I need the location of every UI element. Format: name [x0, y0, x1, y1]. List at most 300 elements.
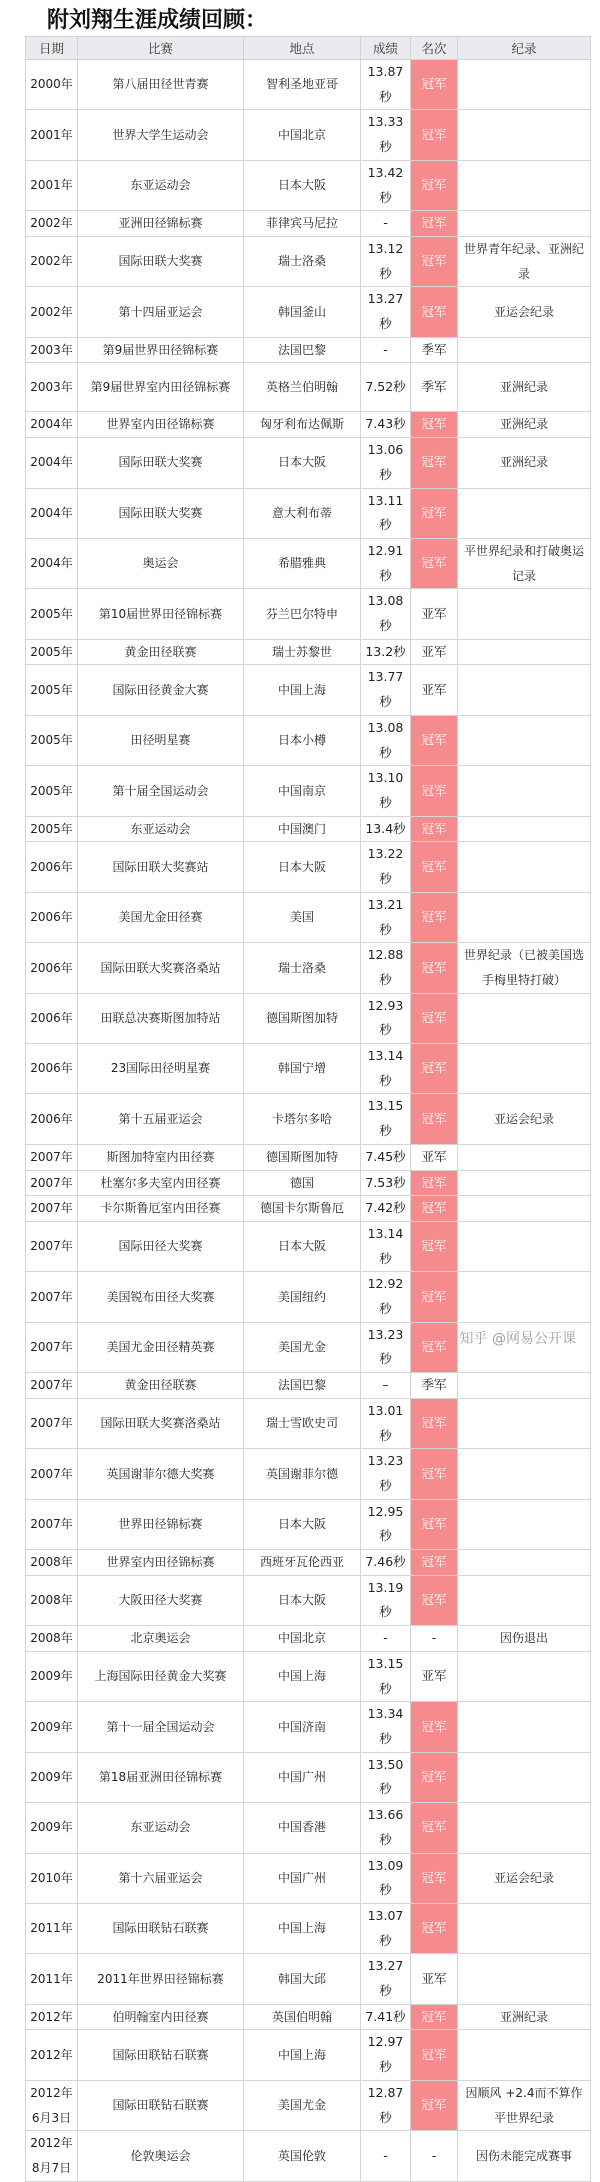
table-row: [26, 1272, 591, 1322]
header-row: [26, 37, 591, 60]
table-row: [26, 1853, 591, 1903]
event-cell: 国际田联大奖赛: [78, 488, 244, 538]
rank-cell: 亚军: [411, 1144, 458, 1170]
rank-cell: 冠军: [411, 993, 458, 1043]
record-cell: [458, 842, 591, 892]
table-row: [26, 1170, 591, 1196]
result-cell: 13.01秒: [361, 1398, 411, 1448]
record-cell: 亚运会纪录: [458, 287, 591, 337]
header-record: 纪录: [458, 37, 591, 60]
rank-cell: 亚军: [411, 639, 458, 665]
date-cell: 2008年: [26, 1575, 78, 1625]
record-cell: 亚洲纪录: [458, 412, 591, 438]
table-row: [26, 1044, 591, 1094]
date-cell: 2011年: [26, 1903, 78, 1953]
rank-cell: 冠军: [411, 1170, 458, 1196]
record-cell: [458, 1651, 591, 1701]
record-cell: [458, 1373, 591, 1399]
date-cell: 2007年: [26, 1449, 78, 1499]
record-cell: 因伤退出: [458, 1626, 591, 1652]
date-cell: 2012年8月7日: [26, 2131, 78, 2181]
date-cell: 2002年: [26, 287, 78, 337]
place-cell: 瑞士苏黎世: [244, 639, 361, 665]
place-cell: 卡塔尔多哈: [244, 1094, 361, 1144]
rank-cell: 冠军: [411, 1398, 458, 1448]
rank-cell: 冠军: [411, 1221, 458, 1271]
date-cell: 2009年: [26, 1752, 78, 1802]
date-cell: 2007年: [26, 1398, 78, 1448]
record-cell: 亚洲纪录: [458, 2004, 591, 2030]
rank-cell: 冠军: [411, 412, 458, 438]
event-cell: 第十一届全国运动会: [78, 1702, 244, 1752]
result-cell: 13.77秒: [361, 665, 411, 715]
record-cell: [458, 1903, 591, 1953]
place-cell: 法国巴黎: [244, 1373, 361, 1399]
result-cell: 13.66秒: [361, 1803, 411, 1853]
date-cell: 2002年: [26, 236, 78, 286]
rank-cell: 冠军: [411, 1903, 458, 1953]
place-cell: 西班牙瓦伦西亚: [244, 1550, 361, 1576]
rank-cell: 冠军: [411, 488, 458, 538]
date-cell: 2003年: [26, 337, 78, 363]
record-cell: [458, 1221, 591, 1271]
event-cell: 世界室内田径锦标赛: [78, 1550, 244, 1576]
event-cell: 国际田联钻石联赛: [78, 2030, 244, 2080]
rank-cell: 冠军: [411, 715, 458, 765]
record-cell: [458, 1752, 591, 1802]
place-cell: 智利圣地亚哥: [244, 60, 361, 110]
result-cell: 13.22秒: [361, 842, 411, 892]
result-cell: 7.42秒: [361, 1196, 411, 1222]
record-cell: [458, 816, 591, 842]
event-cell: 英国谢菲尔德大奖赛: [78, 1449, 244, 1499]
place-cell: 菲律宾马尼拉: [244, 211, 361, 237]
place-cell: 芬兰巴尔特申: [244, 589, 361, 639]
place-cell: 日本大阪: [244, 1499, 361, 1549]
record-cell: [458, 2030, 591, 2080]
date-cell: 2011年: [26, 1954, 78, 2004]
record-cell: [458, 1170, 591, 1196]
result-cell: 13.34秒: [361, 1702, 411, 1752]
place-cell: 瑞士雪欧史司: [244, 1398, 361, 1448]
event-cell: 第9届世界室内田径锦标赛: [78, 363, 244, 412]
place-cell: 美国尤金: [244, 2080, 361, 2130]
date-cell: 2008年: [26, 1626, 78, 1652]
place-cell: 中国上海: [244, 1651, 361, 1701]
table-row: [26, 488, 591, 538]
record-cell: [458, 1954, 591, 2004]
rank-cell: 冠军: [411, 538, 458, 588]
result-cell: 13.14秒: [361, 1221, 411, 1271]
table-row: [26, 60, 591, 110]
result-cell: 7.52秒: [361, 363, 411, 412]
table-row: [26, 1651, 591, 1701]
rank-cell: 冠军: [411, 1752, 458, 1802]
rank-cell: 亚军: [411, 665, 458, 715]
table-row: [26, 538, 591, 588]
rank-cell: 冠军: [411, 943, 458, 993]
place-cell: 美国: [244, 892, 361, 942]
date-cell: 2004年: [26, 488, 78, 538]
event-cell: 美国尤金田径赛: [78, 892, 244, 942]
career-results-table: [25, 36, 591, 2182]
rank-cell: 亚军: [411, 1954, 458, 2004]
place-cell: 美国尤金: [244, 1322, 361, 1372]
event-cell: 东亚运动会: [78, 160, 244, 210]
place-cell: 日本大阪: [244, 160, 361, 210]
date-cell: 2006年: [26, 842, 78, 892]
rank-cell: 冠军: [411, 766, 458, 816]
table-row: [26, 589, 591, 639]
date-cell: 2004年: [26, 538, 78, 588]
date-cell: 2005年: [26, 639, 78, 665]
event-cell: 伯明翰室内田径赛: [78, 2004, 244, 2030]
record-cell: 亚洲纪录: [458, 438, 591, 488]
rank-cell: 亚军: [411, 1651, 458, 1701]
rank-cell: 冠军: [411, 1853, 458, 1903]
place-cell: 日本大阪: [244, 1575, 361, 1625]
result-cell: 13.50秒: [361, 1752, 411, 1802]
rank-cell: 冠军: [411, 1094, 458, 1144]
date-cell: 2003年: [26, 363, 78, 412]
record-cell: [458, 715, 591, 765]
date-cell: 2009年: [26, 1803, 78, 1853]
place-cell: 匈牙利布达佩斯: [244, 412, 361, 438]
record-cell: [458, 589, 591, 639]
table-row: [26, 1954, 591, 2004]
place-cell: 韩国大邱: [244, 1954, 361, 2004]
result-cell: 12.87秒: [361, 2080, 411, 2130]
result-cell: 7.53秒: [361, 1170, 411, 1196]
record-cell: [458, 639, 591, 665]
record-cell: [458, 1449, 591, 1499]
table-row: [26, 715, 591, 765]
table-row: [26, 1144, 591, 1170]
rank-cell: 冠军: [411, 1044, 458, 1094]
event-cell: 国际田径黄金大赛: [78, 665, 244, 715]
record-cell: [458, 1196, 591, 1222]
record-cell: [458, 1803, 591, 1853]
date-cell: 2007年: [26, 1170, 78, 1196]
rank-cell: 冠军: [411, 211, 458, 237]
rank-cell: 冠军: [411, 2030, 458, 2080]
header-date: 日期: [26, 37, 78, 60]
table-row: [26, 1752, 591, 1802]
date-cell: 2006年: [26, 892, 78, 942]
result-cell: 7.43秒: [361, 412, 411, 438]
result-cell: -: [361, 337, 411, 363]
result-cell: 13.08秒: [361, 589, 411, 639]
event-cell: 第八届田径世青赛: [78, 60, 244, 110]
record-cell: [458, 211, 591, 237]
event-cell: 国际田联大奖赛洛桑站: [78, 943, 244, 993]
place-cell: 中国济南: [244, 1702, 361, 1752]
place-cell: 英国伦敦: [244, 2131, 361, 2181]
table-row: [26, 1499, 591, 1549]
table-row: [26, 1221, 591, 1271]
event-cell: 国际田联大奖赛洛桑站: [78, 1398, 244, 1448]
date-cell: 2012年: [26, 2030, 78, 2080]
rank-cell: 冠军: [411, 1499, 458, 1549]
table-row: [26, 1903, 591, 1953]
date-cell: 2001年: [26, 110, 78, 160]
place-cell: 德国斯图加特: [244, 1144, 361, 1170]
event-cell: 国际田联大奖赛: [78, 236, 244, 286]
rank-cell: 冠军: [411, 438, 458, 488]
event-cell: 第十四届亚运会: [78, 287, 244, 337]
table-row: [26, 438, 591, 488]
place-cell: 韩国釜山: [244, 287, 361, 337]
rank-cell: 冠军: [411, 842, 458, 892]
date-cell: 2007年: [26, 1221, 78, 1271]
result-cell: 13.11秒: [361, 488, 411, 538]
rank-cell: 冠军: [411, 1550, 458, 1576]
rank-cell: 冠军: [411, 160, 458, 210]
event-cell: 黄金田径联赛: [78, 1373, 244, 1399]
place-cell: 中国上海: [244, 2030, 361, 2080]
result-cell: 13.42秒: [361, 160, 411, 210]
place-cell: 德国斯图加特: [244, 993, 361, 1043]
rank-cell: 冠军: [411, 236, 458, 286]
record-cell: 世界青年纪录、亚洲纪录: [458, 236, 591, 286]
record-cell: 因伤未能完成赛事: [458, 2131, 591, 2181]
rank-cell: 冠军: [411, 60, 458, 110]
result-cell: 12.93秒: [361, 993, 411, 1043]
result-cell: 13.4秒: [361, 816, 411, 842]
date-cell: 2008年: [26, 1550, 78, 1576]
place-cell: 中国香港: [244, 1803, 361, 1853]
rank-cell: 冠军: [411, 816, 458, 842]
date-cell: 2005年: [26, 589, 78, 639]
event-cell: 东亚运动会: [78, 1803, 244, 1853]
event-cell: 第9届世界田径锦标赛: [78, 337, 244, 363]
record-cell: [458, 1575, 591, 1625]
result-cell: 12.88秒: [361, 943, 411, 993]
place-cell: 希腊雅典: [244, 538, 361, 588]
place-cell: 瑞士洛桑: [244, 236, 361, 286]
event-cell: 大阪田径大奖赛: [78, 1575, 244, 1625]
rank-cell: 冠军: [411, 1803, 458, 1853]
place-cell: 德国卡尔斯鲁厄: [244, 1196, 361, 1222]
result-cell: 13.06秒: [361, 438, 411, 488]
record-cell: [458, 60, 591, 110]
event-cell: 美国尤金田径精英赛: [78, 1322, 244, 1372]
event-cell: 杜塞尔多夫室内田径赛: [78, 1170, 244, 1196]
table-row: [26, 363, 591, 412]
record-cell: [458, 160, 591, 210]
event-cell: 黄金田径联赛: [78, 639, 244, 665]
table-row: [26, 1373, 591, 1399]
event-cell: 第18届亚洲田径锦标赛: [78, 1752, 244, 1802]
result-cell: 13.2秒: [361, 639, 411, 665]
table-row: [26, 892, 591, 942]
result-cell: 13.09秒: [361, 1853, 411, 1903]
result-cell: 13.12秒: [361, 236, 411, 286]
event-cell: 世界田径锦标赛: [78, 1499, 244, 1549]
date-cell: 2005年: [26, 715, 78, 765]
record-cell: [458, 766, 591, 816]
date-cell: 2002年: [26, 211, 78, 237]
record-cell: [458, 993, 591, 1043]
place-cell: 日本大阪: [244, 438, 361, 488]
table-row: [26, 816, 591, 842]
record-cell: [458, 110, 591, 160]
date-cell: 2007年: [26, 1499, 78, 1549]
event-cell: 伦敦奥运会: [78, 2131, 244, 2181]
event-cell: 第十五届亚运会: [78, 1094, 244, 1144]
table-row: [26, 337, 591, 363]
place-cell: 韩国宁增: [244, 1044, 361, 1094]
place-cell: 法国巴黎: [244, 337, 361, 363]
record-cell: [458, 488, 591, 538]
table-row: [26, 2131, 591, 2181]
table-row: [26, 943, 591, 993]
date-cell: 2001年: [26, 160, 78, 210]
record-cell: [458, 1702, 591, 1752]
table-row: [26, 2030, 591, 2080]
date-cell: 2006年: [26, 943, 78, 993]
place-cell: 中国广州: [244, 1853, 361, 1903]
record-cell: [458, 1272, 591, 1322]
result-cell: 13.15秒: [361, 1651, 411, 1701]
date-cell: 2004年: [26, 412, 78, 438]
date-cell: 2007年: [26, 1322, 78, 1372]
result-cell: 12.97秒: [361, 2030, 411, 2080]
result-cell: 13.10秒: [361, 766, 411, 816]
event-cell: 美国锐布田径大奖赛: [78, 1272, 244, 1322]
result-cell: 13.14秒: [361, 1044, 411, 1094]
date-cell: 2004年: [26, 438, 78, 488]
record-cell: [458, 1144, 591, 1170]
date-cell: 2010年: [26, 1853, 78, 1903]
date-cell: 2000年: [26, 60, 78, 110]
event-cell: 田联总决赛斯图加特站: [78, 993, 244, 1043]
record-cell: [458, 1499, 591, 1549]
rank-cell: 季军: [411, 337, 458, 363]
rank-cell: 亚军: [411, 589, 458, 639]
event-cell: 卡尔斯鲁厄室内田径赛: [78, 1196, 244, 1222]
event-cell: 奥运会: [78, 538, 244, 588]
date-cell: 2006年: [26, 1094, 78, 1144]
record-cell: [458, 1550, 591, 1576]
event-cell: 世界室内田径锦标赛: [78, 412, 244, 438]
table-row: [26, 1702, 591, 1752]
event-cell: 第10届世界田径锦标赛: [78, 589, 244, 639]
date-cell: 2007年: [26, 1196, 78, 1222]
record-cell: 世界纪录（已被美国选手梅里特打破）: [458, 943, 591, 993]
result-cell: 12.92秒: [361, 1272, 411, 1322]
result-cell: 13.27秒: [361, 287, 411, 337]
record-cell: [458, 892, 591, 942]
place-cell: 英格兰伯明翰: [244, 363, 361, 412]
date-cell: 2007年: [26, 1272, 78, 1322]
record-cell: [458, 1398, 591, 1448]
header-place: 地点: [244, 37, 361, 60]
header-event: 比赛: [78, 37, 244, 60]
result-cell: 12.91秒: [361, 538, 411, 588]
place-cell: 中国澳门: [244, 816, 361, 842]
result-cell: -: [361, 2131, 411, 2181]
rank-cell: 冠军: [411, 287, 458, 337]
record-cell: [458, 1044, 591, 1094]
event-cell: 国际田联钻石联赛: [78, 1903, 244, 1953]
table-row: [26, 1803, 591, 1853]
place-cell: 日本小樽: [244, 715, 361, 765]
place-cell: 中国上海: [244, 1903, 361, 1953]
header-rank: 名次: [411, 37, 458, 60]
date-cell: 2006年: [26, 1044, 78, 1094]
rank-cell: 冠军: [411, 1702, 458, 1752]
table-row: [26, 639, 591, 665]
result-cell: -: [361, 211, 411, 237]
record-cell: 亚运会纪录: [458, 1094, 591, 1144]
table-row: [26, 665, 591, 715]
date-cell: 2005年: [26, 816, 78, 842]
place-cell: 日本大阪: [244, 842, 361, 892]
table-row: [26, 1398, 591, 1448]
rank-cell: 冠军: [411, 1196, 458, 1222]
event-cell: 国际田联钻石联赛: [78, 2080, 244, 2130]
watermark: 知乎 @网易公开课: [459, 1331, 576, 1347]
rank-cell: 冠军: [411, 1272, 458, 1322]
date-cell: 2006年: [26, 993, 78, 1043]
event-cell: 斯图加特室内田径赛: [78, 1144, 244, 1170]
table-row: [26, 993, 591, 1043]
rank-cell: 冠军: [411, 1449, 458, 1499]
header-result: 成绩: [361, 37, 411, 60]
table-row: [26, 1449, 591, 1499]
record-cell: 平世界纪录和打破奥运记录: [458, 538, 591, 588]
place-cell: 意大利布蒂: [244, 488, 361, 538]
result-cell: 13.23秒: [361, 1449, 411, 1499]
table-row: [26, 1094, 591, 1144]
table-row: [26, 412, 591, 438]
result-cell: 13.21秒: [361, 892, 411, 942]
event-cell: 国际田径大奖赛: [78, 1221, 244, 1271]
place-cell: 美国纽约: [244, 1272, 361, 1322]
place-cell: 英国谢菲尔德: [244, 1449, 361, 1499]
result-cell: 13.07秒: [361, 1903, 411, 1953]
event-cell: 第十届全国运动会: [78, 766, 244, 816]
result-cell: –: [361, 1373, 411, 1399]
event-cell: 2011年世界田径锦标赛: [78, 1954, 244, 2004]
place-cell: 瑞士洛桑: [244, 943, 361, 993]
table-row: [26, 160, 591, 210]
event-cell: 东亚运动会: [78, 816, 244, 842]
table-row: [26, 1575, 591, 1625]
event-cell: 北京奥运会: [78, 1626, 244, 1652]
place-cell: 日本大阪: [244, 1221, 361, 1271]
date-cell: 2005年: [26, 766, 78, 816]
result-cell: -: [361, 1626, 411, 1652]
rank-cell: 冠军: [411, 2080, 458, 2130]
date-cell: 2009年: [26, 1702, 78, 1752]
rank-cell: 季军: [411, 363, 458, 412]
result-cell: 13.23秒: [361, 1322, 411, 1372]
place-cell: 中国上海: [244, 665, 361, 715]
rank-cell: 冠军: [411, 892, 458, 942]
table-row: [26, 1196, 591, 1222]
place-cell: 中国北京: [244, 1626, 361, 1652]
place-cell: 英国伯明翰: [244, 2004, 361, 2030]
table-row: [26, 1550, 591, 1576]
page-title: 附刘翔生涯成绩回顾：: [47, 8, 268, 33]
result-cell: 13.27秒: [361, 1954, 411, 2004]
record-cell: 因顺风 +2.4而不算作平世界纪录: [458, 2080, 591, 2130]
rank-cell: 冠军: [411, 1322, 458, 1372]
place-cell: 中国北京: [244, 110, 361, 160]
result-cell: 7.41秒: [361, 2004, 411, 2030]
